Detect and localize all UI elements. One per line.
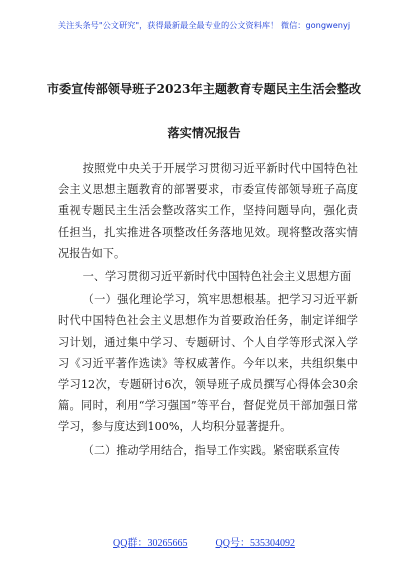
intro-paragraph: 按照党中央关于开展学习贯彻习近平新时代中国特色社会主义思想主题教育的部署要求，市委宣传部领导班子高度重视专题民主生活会整改落实工作，坚持问题导向，强化责任担当，扎实推进各项整改任务落地见效。现将整改落实情况报告如下。 (58, 162, 358, 260)
document-title-line2: 落实情况报告 (167, 126, 241, 140)
document-body (58, 158, 358, 461)
qq-group-link[interactable]: QQ群：30265665 (113, 538, 188, 549)
contact-footer (0, 534, 408, 549)
document-title-line1: 市委宣传部领导班子2023年主题教育专题民主生活会整改 (46, 82, 362, 96)
qq-number-link[interactable]: QQ号：535304092 (215, 538, 295, 549)
subsection-paragraph-1: （一）强化理论学习，筑牢思想根基。把学习习近平新时代中国特色社会主义思想作为首要政治任务，制定详细学习计划，通过集中学习、专题研讨、个人自学等形式深入学习《习近平著作选读》等权威著作。今年以来，共组织集中学习12次，专题研讨6次，领导班子成员撰写心得体会30余篇。同时，利用“学习强国”等平台，督促党员干部加强日常学习，参与度达到100%，人均积分显著提升。 (58, 293, 358, 434)
section-heading: 一、学习贯彻习近平新时代中国特色社会主义思想方面 (82, 270, 352, 284)
promo-header: 关注头条号"公文研究"，获得最新最全最专业的公文资料库！ 微信：gongwenyj (57, 20, 351, 30)
subsection-paragraph-2: （二）推动学用结合，指导工作实践。紧密联系宣传 (82, 443, 340, 457)
